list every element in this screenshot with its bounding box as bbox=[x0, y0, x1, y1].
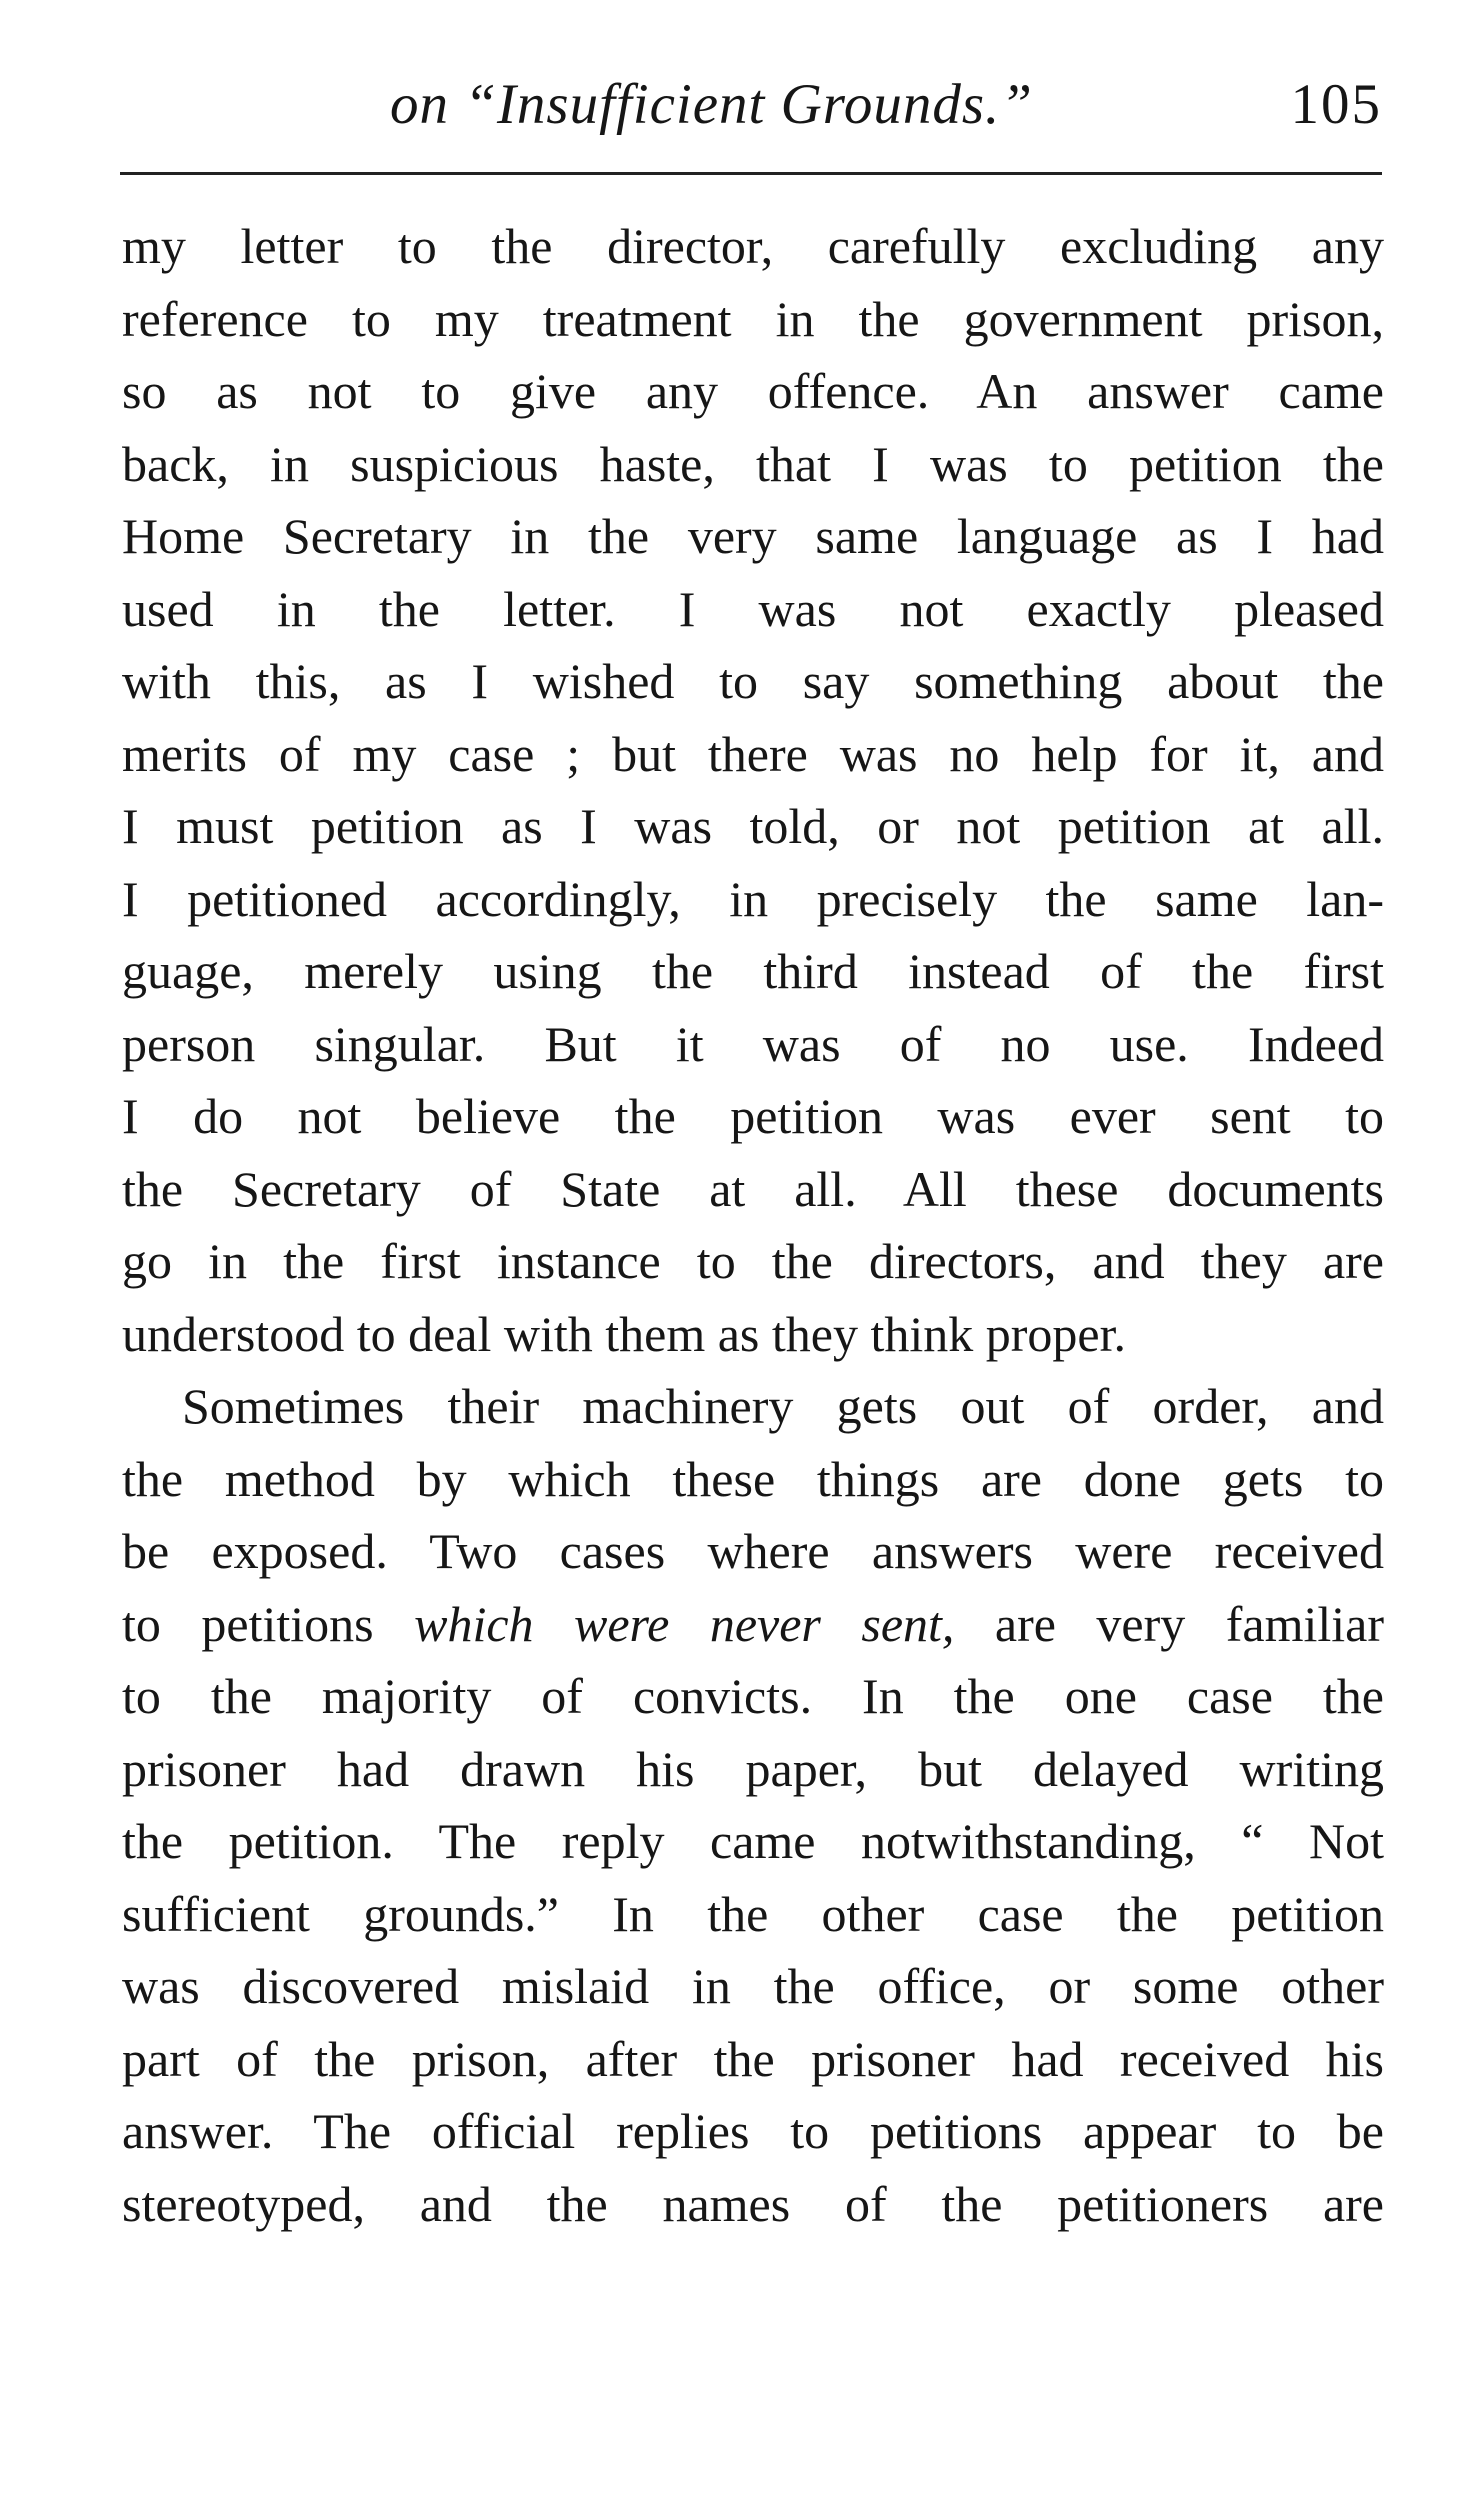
text-line: person singular. But it was of no use. Indeed bbox=[122, 1015, 1384, 1072]
running-title: on “Insufficient Grounds.” bbox=[390, 73, 1034, 136]
running-head bbox=[120, 72, 1382, 162]
italic-phrase: which were never sent, bbox=[414, 1595, 955, 1652]
text-line: the Secretary of State at all. All these documents bbox=[122, 1160, 1384, 1217]
text-line-with-italic bbox=[122, 1588, 1384, 1661]
body-text bbox=[122, 210, 1384, 2240]
text-line: answer. The official replies to petitions appear to be bbox=[122, 2103, 1384, 2159]
page-number: 105 bbox=[1290, 73, 1382, 136]
text-line: go in the first instance to the directors, and they are bbox=[122, 1233, 1384, 1289]
text-line: part of the prison, after the prisoner had received his bbox=[122, 2030, 1384, 2087]
text-line: the method by which these things are done gets to bbox=[122, 1450, 1384, 1507]
text-line: I petitioned accordingly, in precisely the same lan- bbox=[122, 870, 1384, 927]
text-line: the petition. The reply came notwithstanding, “ Not bbox=[122, 1813, 1384, 1869]
line-text: are very familiar bbox=[954, 1595, 1384, 1652]
text-line: to the majority of convicts. In the one case the bbox=[122, 1668, 1384, 1724]
text-line: was discovered mislaid in the office, or some other bbox=[122, 1958, 1384, 2014]
text-line: be exposed. Two cases where answers were received bbox=[122, 1523, 1384, 1579]
text-line: reference to my treatment in the government prison, bbox=[122, 290, 1384, 347]
line-text: to petitions bbox=[122, 1595, 415, 1652]
text-line: merits of my case ; but there was no help for it, and bbox=[122, 725, 1384, 782]
text-line: I do not believe the petition was ever sent to bbox=[122, 1088, 1384, 1144]
text-line: prisoner had drawn his paper, but delayed writing bbox=[122, 1740, 1384, 1797]
paragraph-start-line: Sometimes their machinery gets out of order, and bbox=[182, 1378, 1384, 1434]
text-line: used in the letter. I was not exactly pleased bbox=[122, 580, 1384, 637]
text-line: my letter to the director, carefully excluding any bbox=[122, 218, 1384, 274]
text-line: Home Secretary in the very same language as I had bbox=[122, 508, 1384, 564]
text-line: with this, as I wished to say something about the bbox=[122, 653, 1384, 709]
text-line: back, in suspicious haste, that I was to petition the bbox=[122, 435, 1384, 492]
text-line: so as not to give any offence. An answer came bbox=[122, 363, 1384, 419]
text-line: sufficient grounds.” In the other case the petition bbox=[122, 1885, 1384, 1942]
paragraph-end-line: understood to deal with them as they think proper. bbox=[122, 1305, 1126, 1362]
text-line: I must petition as I was told, or not petition at all. bbox=[122, 798, 1384, 854]
text-line: guage, merely using the third instead of the first bbox=[122, 943, 1384, 999]
header-rule bbox=[120, 172, 1382, 175]
text-line: stereotyped, and the names of the petitioners are bbox=[122, 2175, 1384, 2232]
